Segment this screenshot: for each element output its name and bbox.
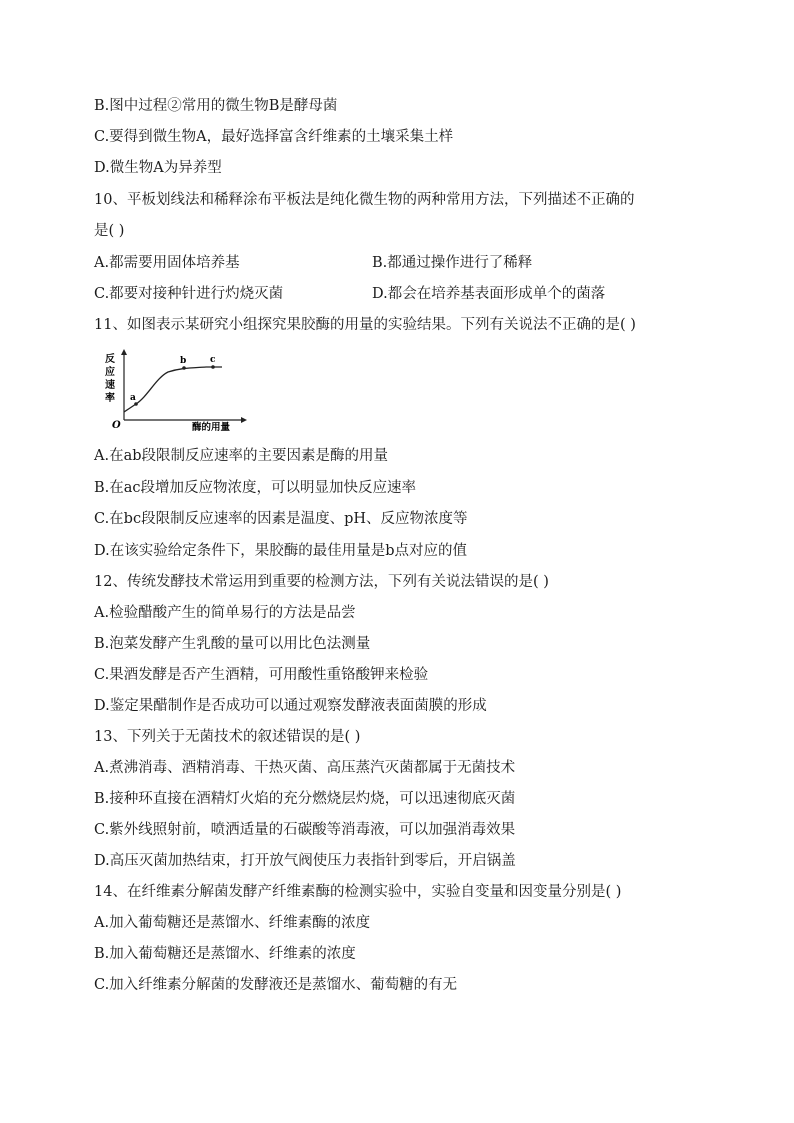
y-label-char: 率: [105, 393, 115, 404]
q13-stem: 13、下列关于无菌技术的叙述错误的是( ): [94, 729, 361, 745]
point-c-label: c: [210, 355, 216, 365]
q12-option-c: C.果酒发酵是否产生酒精，可用酸性重铬酸钾来检验: [94, 667, 429, 683]
y-axis-arrow: [121, 349, 127, 355]
q13-option-c: C.紫外线照射前，喷洒适量的石碳酸等消毒液，可以加强消毒效果: [94, 822, 516, 838]
y-label-char: 速: [105, 380, 115, 391]
q13-option-a: A.煮沸消毒、酒精消毒、干热灭菌、高压蒸汽灭菌都属于无菌技术: [94, 760, 516, 776]
x-axis-label: 酶的用量: [192, 422, 231, 432]
q10-option-b: B.都通过操作进行了稀释: [372, 255, 533, 271]
q12-option-b: B.泡菜发酵产生乳酸的量可以用比色法测量: [94, 636, 371, 652]
q12-stem: 12、传统发酵技术常运用到重要的检测方法，下列有关说法错误的是( ): [94, 574, 549, 590]
enzyme-dosage-graph: [98, 348, 248, 432]
q13-option-b: B.接种环直接在酒精灯火焰的充分燃烧层灼烧，可以迅速彻底灭菌: [94, 791, 516, 807]
q9-option-d: D.微生物A为异养型: [94, 160, 222, 176]
q11-option-a: A.在ab段限制反应速率的主要因素是酶的用量: [94, 448, 389, 464]
q10-stem-cont: 是( ): [94, 223, 125, 239]
q12-option-a: A.检验醋酸产生的简单易行的方法是品尝: [94, 605, 356, 621]
y-label-char: 应: [105, 367, 115, 378]
q14-option-a: A.加入葡萄糖还是蒸馏水、纤维素酶的浓度: [94, 915, 371, 931]
q10-option-d: D.都会在培养基表面形成单个的菌落: [372, 286, 606, 302]
q9-option-b: B.图中过程②常用的微生物B是酵母菌: [94, 98, 338, 114]
q10-row1: [94, 253, 240, 273]
q14-option-b: B.加入葡萄糖还是蒸馏水、纤维素的浓度: [94, 946, 356, 962]
q10-option-c: C.都要对接种针进行灼烧灭菌: [94, 286, 284, 302]
y-label-char: 反: [105, 354, 115, 365]
q12-option-d: D.鉴定果醋制作是否成功可以通过观察发酵液表面菌膜的形成: [94, 698, 487, 714]
q13-option-d: D.高压灭菌加热结束，打开放气阀使压力表指针到零后，开启锅盖: [94, 853, 516, 869]
rate-curve: [124, 367, 222, 412]
q14-stem: 14、在纤维素分解菌发酵产纤维素酶的检测实验中，实验自变量和因变量分别是( ): [94, 884, 622, 900]
point-c: [211, 365, 215, 369]
q10-stem: 10、平板划线法和稀释涂布平板法是纯化微生物的两种常用方法，下列描述不正确的: [94, 192, 635, 208]
q11-stem: 11、如图表示某研究小组探究果胶酶的用量的实验结果。下列有关说法不正确的是( ): [94, 317, 636, 333]
q9-option-c: C.要得到微生物A，最好选择富含纤维素的土壤采集土样: [94, 129, 454, 145]
point-b: [182, 366, 186, 370]
x-axis-arrow: [241, 417, 247, 423]
q11-option-b: B.在ac段增加反应物浓度，可以明显加快反应速率: [94, 480, 417, 496]
q11-option-c: C.在bc段限制反应速率的因素是温度、pH、反应物浓度等: [94, 511, 468, 527]
q11-option-d: D.在该实验给定条件下，果胶酶的最佳用量是b点对应的值: [94, 543, 467, 559]
origin-label: O: [112, 420, 121, 431]
point-b-label: b: [180, 356, 187, 366]
q14-option-c: C.加入纤维素分解菌的发酵液还是蒸馏水、葡萄糖的有无: [94, 977, 458, 993]
point-a-label: a: [130, 393, 136, 403]
q10-option-a: A.都需要用固体培养基: [94, 255, 240, 271]
